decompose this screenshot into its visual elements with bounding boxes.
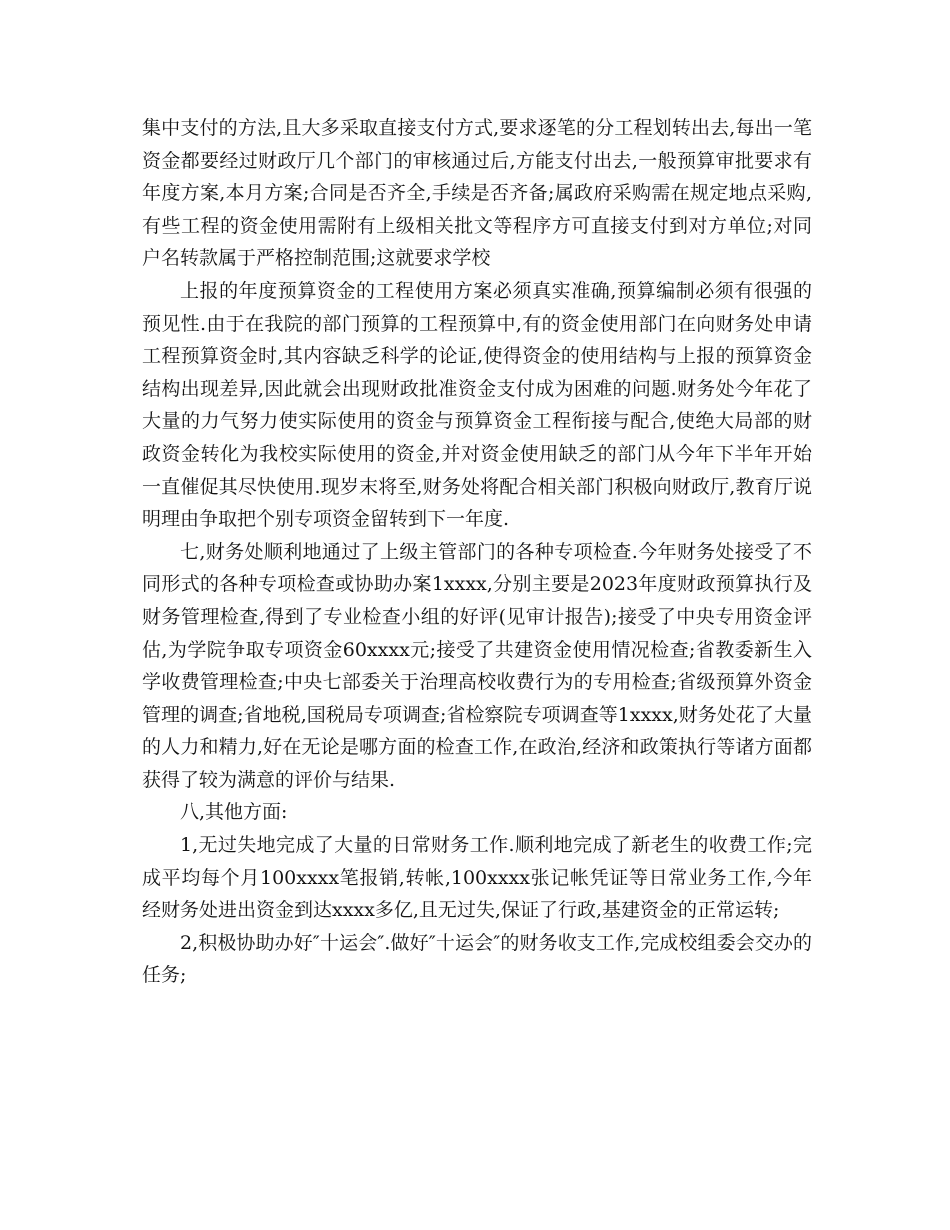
paragraph-item-two: 2,积极协助办好″十运会″.做好″十运会″的财务收支工作,完成校组委会交办的任务; [142,931,812,987]
paragraph-section-seven: 七,财务处顺利地通过了上级主管部门的各种专项检查.今年财务处接受了不同形式的各种专项检查或协助办案1xxxx,分别主要是2023年度财政预算执行及财务管理检查,得到了专业检查小组的好评(见审计报告);接受了中央专用资金评估,为学院争取专项资金60xxxx元;接受了共建资金使用情况检查;省教委新生入学收费管理检查;中央七部委关于治理高校收费行为的专用检查;省级预算外资金管理的调查;省地税,国税局专项调查;省检察院专项调查等1xxxx,财务处花了大量的人力和精力,好在无论是哪方面的检查工作,在政治,经济和政策执行等诸方面都获得了较为满意的评价与结果. [142,540,812,791]
paragraph-item-one: 1,无过失地完成了大量的日常财务工作.顺利地完成了新老生的收费工作;完成平均每个月100xxxx笔报销,转帐,100xxxx张记帐凭证等日常业务工作,今年经财务处进出资金到达xxxx多亿,且无过失,保证了行政,基建资金的正常运转; [142,834,812,922]
paragraph-continuation: 集中支付的方法,且大多采取直接支付方式,要求逐笔的分工程划转出去,每出一笔资金都要经过财政厅几个部门的审核通过后,方能支付出去,一般预算审批要求有年度方案,本月方案;合同是否齐全,手续是否齐备;属政府采购需在规定地点采购,有些工程的资金使用需附有上级相关批文等程序方可直接支付到对方单位;对同户名转款属于严格控制范围;这就要求学校 [142,117,812,270]
paragraph-budget-plan: 上报的年度预算资金的工程使用方案必须真实准确,预算编制必须有很强的预见性.由于在我院的部门预算的工程预算中,有的资金使用部门在向财务处申请工程预算资金时,其内容缺乏科学的论证,使得资金的使用结构与上报的预算资金结构出现差异,因此就会出现财政批准资金支付成为困难的问题.财务处今年花了大量的力气努力使实际使用的资金与预算资金工程衔接与配合,使绝大局部的财政资金转化为我校实际使用的资金,并对资金使用缺乏的部门从今年下半年开始一直催促其尽快使用.现岁末将至,财务处将配合相关部门积极向财政厅,教育厅说明理由争取把个别专项资金留转到下一年度. [142,279,812,531]
paragraph-section-eight-heading: 八,其他方面: [180,801,288,824]
document-body [142,112,812,992]
